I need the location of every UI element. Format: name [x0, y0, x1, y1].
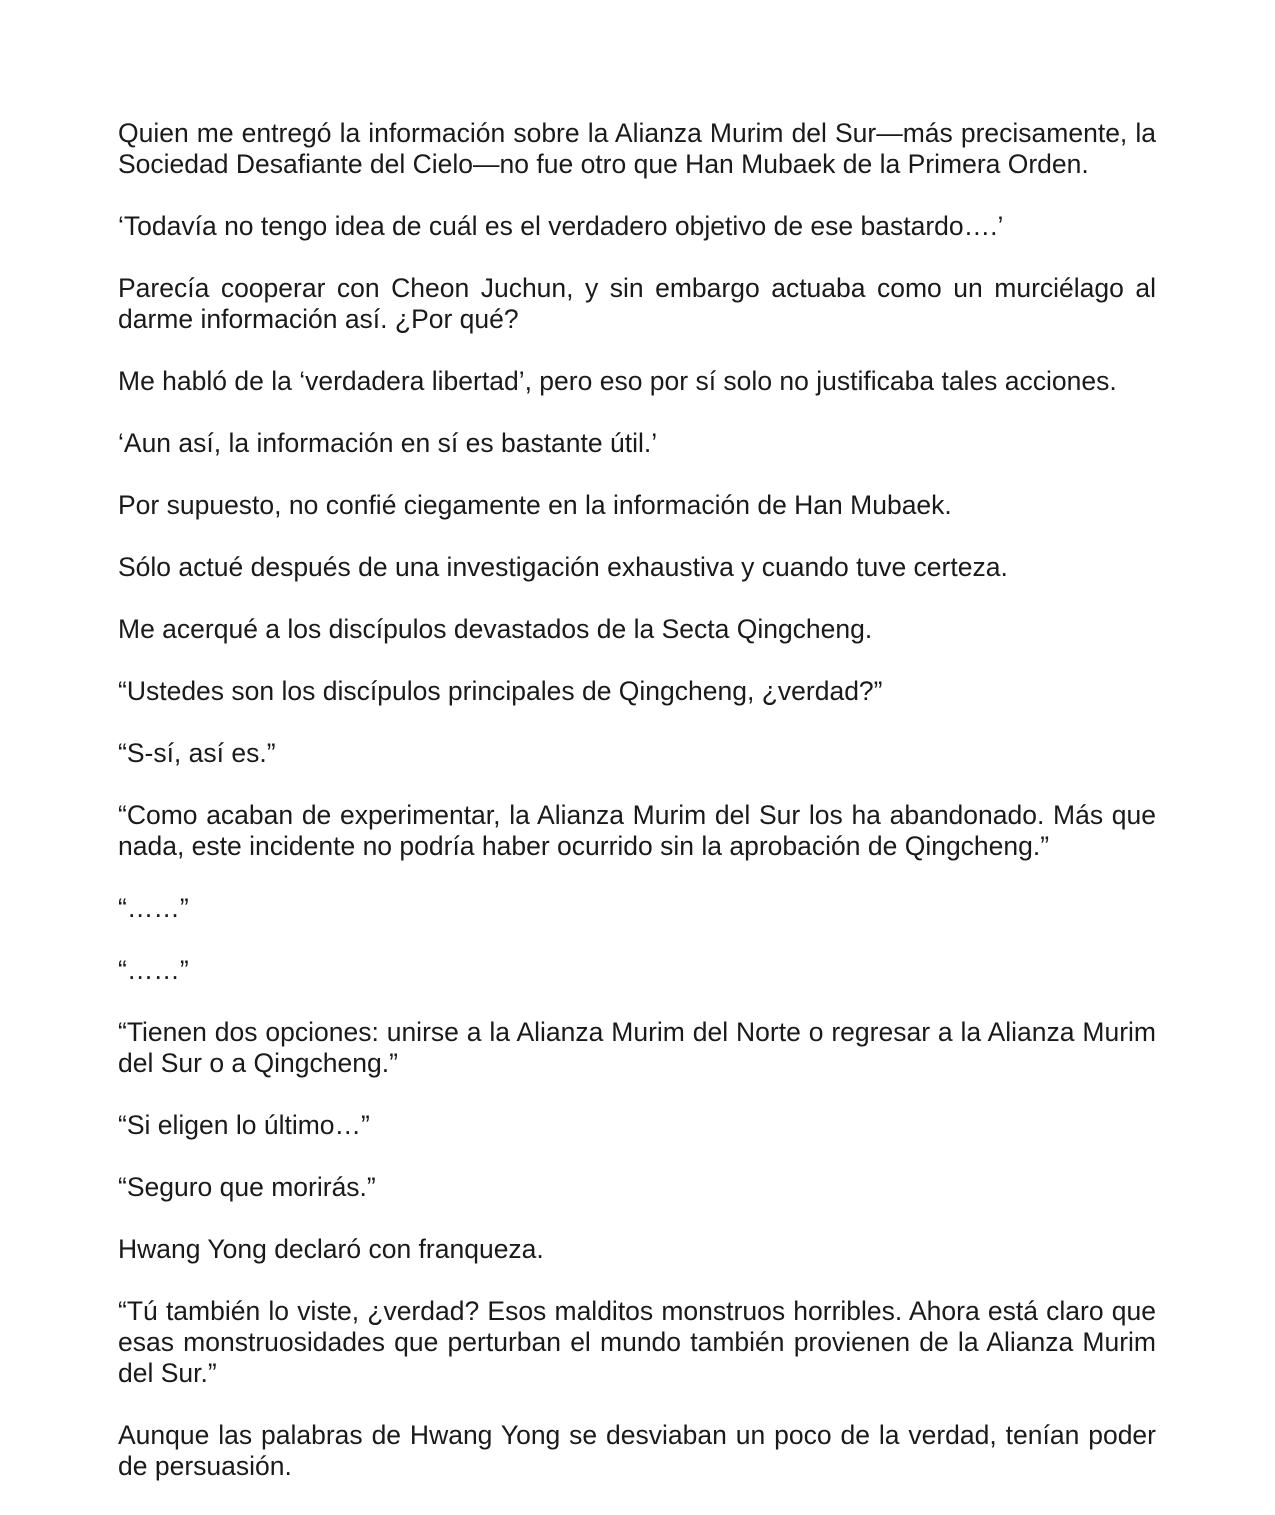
- paragraph: Por supuesto, no confié ciegamente en la información de Han Mubaek.: [118, 490, 952, 520]
- paragraph: Quien me entregó la información sobre la Alianza Murim del Sur—más precisamente, la Sociedad Desafiante del Cielo—no fue otro que Han Mubaek de la Primera Orden.: [118, 118, 1156, 179]
- paragraph: ‘Todavía no tengo idea de cuál es el verdadero objetivo de ese bastardo….’: [118, 211, 1004, 241]
- paragraph: “……”: [118, 893, 189, 923]
- paragraph: Parecía cooperar con Cheon Juchun, y sin embargo actuaba como un murciélago al darme información así. ¿Por qué?: [118, 273, 1156, 334]
- paragraph: ‘Aun así, la información en sí es bastante útil.’: [118, 428, 658, 458]
- paragraph: “Ustedes son los discípulos principales de Qingcheng, ¿verdad?”: [118, 676, 883, 706]
- paragraph: “Tienen dos opciones: unirse a la Alianza Murim del Norte o regresar a la Alianza Murim del Sur o a Qingcheng.”: [118, 1017, 1156, 1078]
- paragraph: Hwang Yong declaró con franqueza.: [118, 1234, 544, 1264]
- paragraph: “……”: [118, 955, 189, 985]
- paragraph: “Tú también lo viste, ¿verdad? Esos malditos monstruos horribles. Ahora está claro que esas monstruosidades que perturban el mundo también provienen de la Alianza Murim del Sur.”: [118, 1296, 1156, 1388]
- paragraph: “Si eligen lo último…”: [118, 1110, 370, 1140]
- paragraph: Me habló de la ‘verdadera libertad’, pero eso por sí solo no justificaba tales acciones.: [118, 366, 1117, 396]
- paragraph: Aunque las palabras de Hwang Yong se desviaban un poco de la verdad, tenían poder de persuasión.: [118, 1420, 1156, 1481]
- paragraph: Me acerqué a los discípulos devastados de la Secta Qingcheng.: [118, 614, 873, 644]
- document-page: [118, 118, 1156, 1482]
- paragraph: Sólo actué después de una investigación exhaustiva y cuando tuve certeza.: [118, 552, 1008, 582]
- paragraph: “Como acaban de experimentar, la Alianza Murim del Sur los ha abandonado. Más que nada, este incidente no podría haber ocurrido sin la aprobación de Qingcheng.”: [118, 800, 1156, 861]
- paragraph: “Seguro que morirás.”: [118, 1172, 376, 1202]
- paragraph: “S-sí, así es.”: [118, 738, 276, 768]
